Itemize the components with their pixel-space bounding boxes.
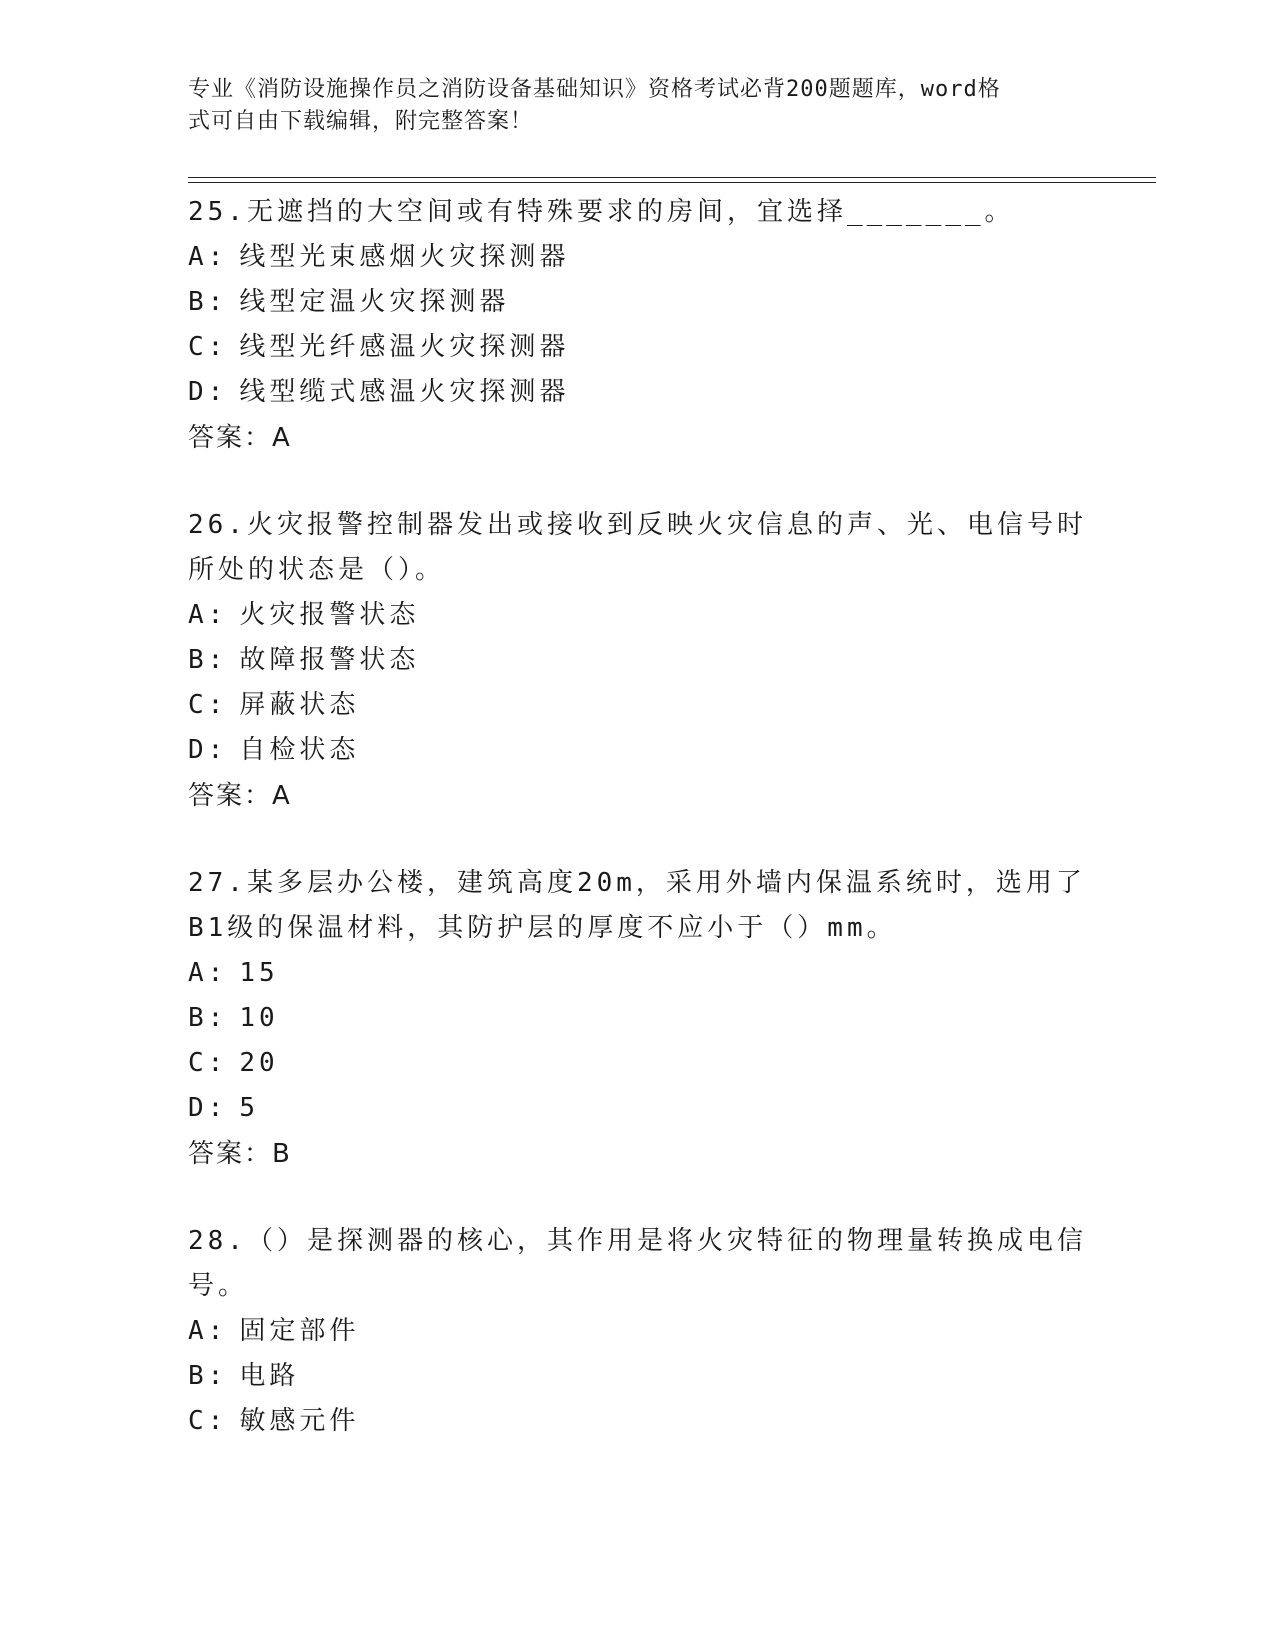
option-key: C: [188,1048,228,1078]
option-b [188,638,1088,683]
option-text: 20 [239,1048,279,1078]
option-key: C: [188,332,228,362]
answer-line: 答案：A [188,423,292,453]
option-c [188,683,1088,728]
question-27 [188,861,1088,1177]
option-text: 屏蔽状态 [239,690,360,720]
option-key: A: [188,600,228,630]
option-key: D: [188,1093,228,1123]
option-a [188,1309,1088,1354]
option-key: D: [188,735,228,765]
question-text: 27.某多层办公楼，建筑高度20m，采用外墙内保温系统时，选用了B1级的保温材料，其防护层的厚度不应小于（）mm。 [188,868,1086,943]
option-key: C: [188,690,228,720]
option-key: B: [188,1003,228,1033]
header-line-1: 专业《消防设施操作员之消防设备基础知识》资格考试必背200题题库，word格 [188,77,1001,102]
question-text: 25.无遮挡的大空间或有特殊要求的房间，宜选择_______。 [188,197,1015,227]
option-text: 自检状态 [239,735,360,765]
option-text: 线型定温火灾探测器 [239,287,510,317]
option-b [188,280,1088,325]
option-text: 电路 [239,1361,300,1391]
option-c [188,1041,1088,1086]
option-d [188,1086,1088,1131]
option-a [188,951,1088,996]
option-key: B: [188,645,228,675]
option-text: 火灾报警状态 [239,600,420,630]
answer-line: 答案：A [188,781,292,811]
option-a [188,235,1088,280]
document-header [188,74,1088,138]
option-text: 敏感元件 [239,1406,360,1436]
option-d [188,370,1088,415]
question-text: 28.（）是探测器的核心，其作用是将火灾特征的物理量转换成电信号。 [188,1226,1087,1301]
question-list [188,190,1088,1486]
option-key: A: [188,1316,228,1346]
option-key: A: [188,958,228,988]
option-key: B: [188,287,228,317]
option-key: B: [188,1361,228,1391]
option-c [188,325,1088,370]
question-25 [188,190,1088,461]
option-text: 线型光束感烟火灾探测器 [239,242,570,272]
option-text: 15 [239,958,279,988]
header-divider-top [188,177,1156,178]
option-text: 5 [239,1093,259,1123]
option-text: 线型缆式感温火灾探测器 [239,377,570,407]
header-line-2: 式可自由下载编辑，附完整答案！ [188,109,534,134]
question-26 [188,503,1088,819]
answer-line: 答案：B [188,1139,292,1169]
option-b [188,1354,1088,1399]
option-c [188,1399,1088,1444]
header-divider-bottom [188,182,1156,183]
question-text: 26.火灾报警控制器发出或接收到反映火灾信息的声、光、电信号时所处的状态是（）。 [188,510,1087,585]
option-text: 固定部件 [239,1316,360,1346]
option-text: 10 [239,1003,279,1033]
option-text: 故障报警状态 [239,645,420,675]
option-text: 线型光纤感温火灾探测器 [239,332,570,362]
option-b [188,996,1088,1041]
option-key: A: [188,242,228,272]
option-key: C: [188,1406,228,1436]
question-28 [188,1219,1088,1444]
option-key: D: [188,377,228,407]
option-a [188,593,1088,638]
option-d [188,728,1088,773]
